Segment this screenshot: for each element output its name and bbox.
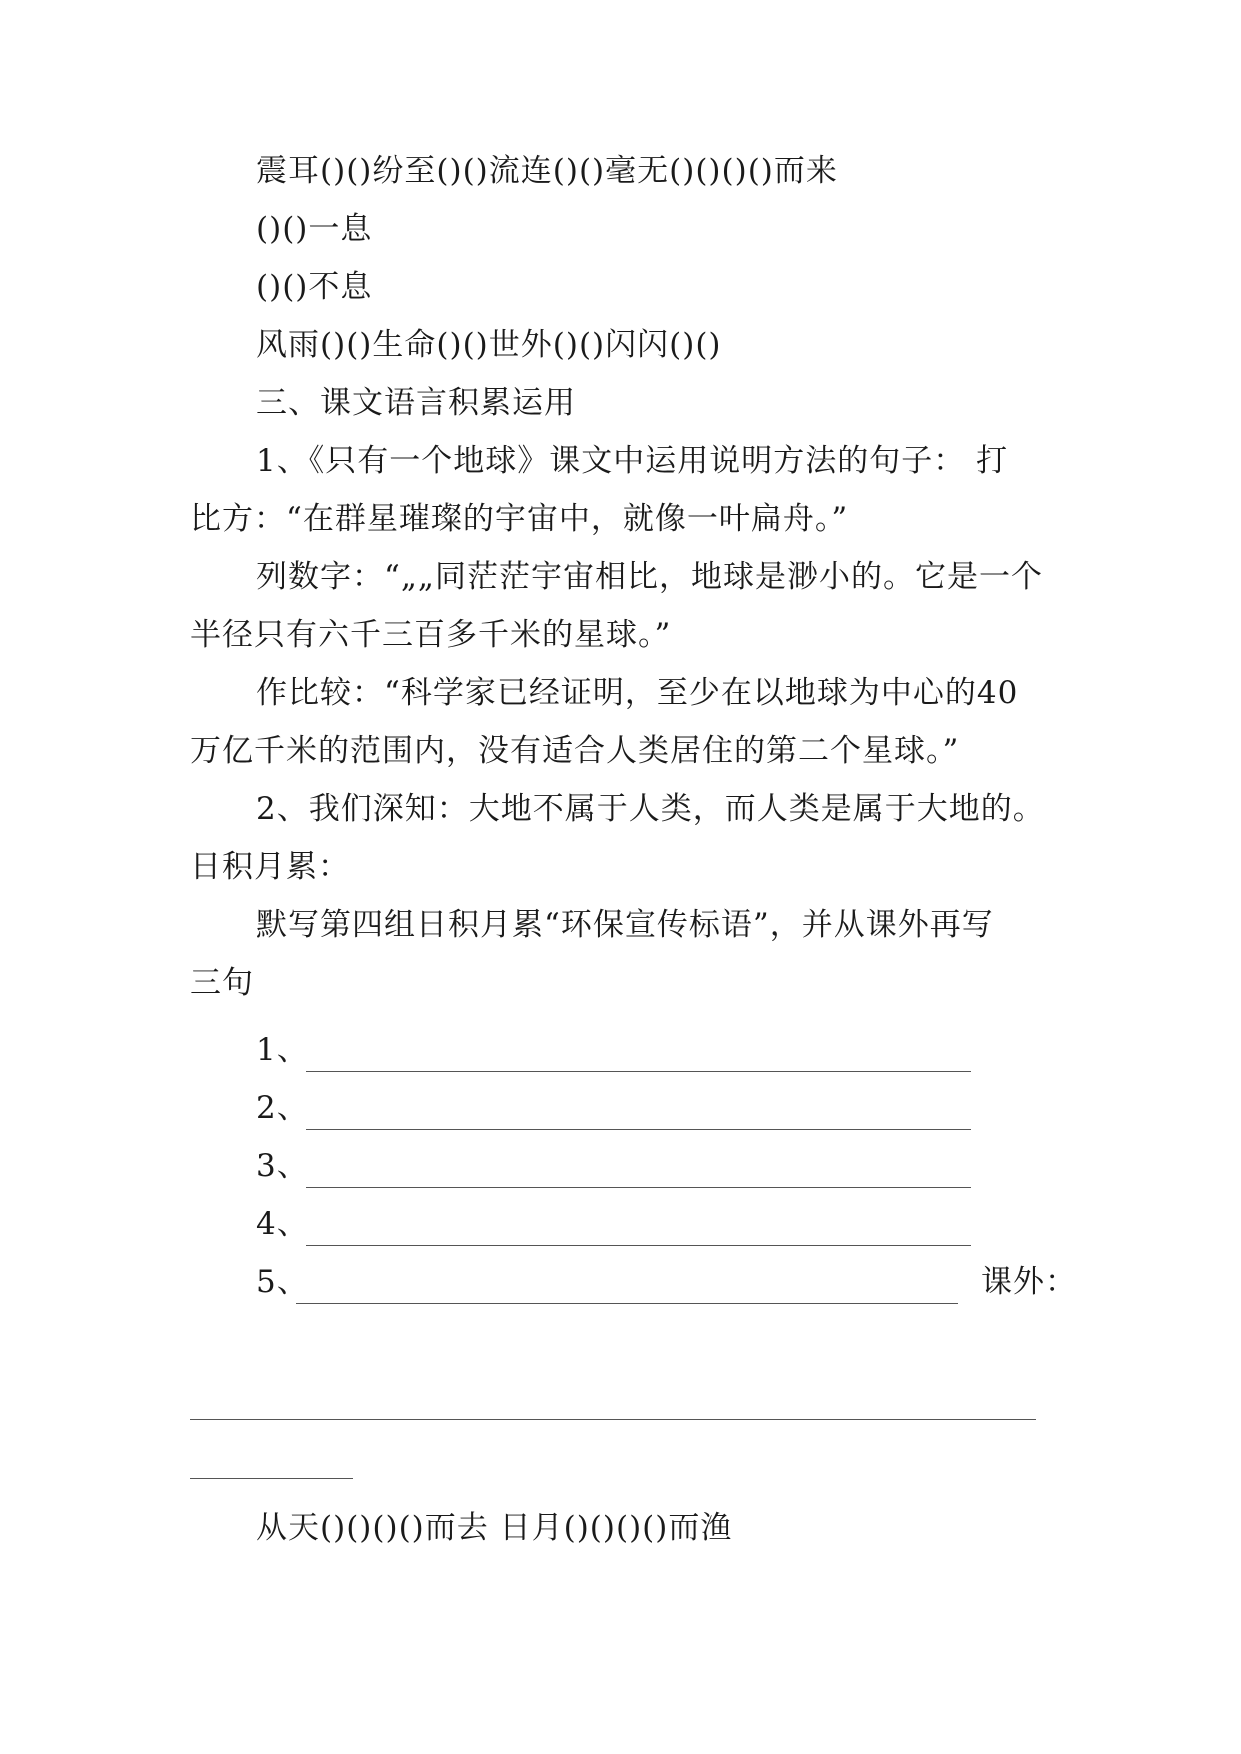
- answer-blank[interactable]: [306, 1071, 971, 1072]
- paragraph-line: 作比较：“科学家已经证明，至少在以地球为中心的40: [256, 675, 1019, 711]
- extra-label: 课外：: [981, 1264, 1077, 1300]
- idiom-fill-line-1: 震耳()()纷至()()流连()()毫无()()()()而来: [256, 153, 838, 189]
- answer-blank[interactable]: [306, 1129, 971, 1130]
- idiom-fill-line-3: ()()不息: [256, 269, 373, 305]
- blank-number: 2、: [256, 1090, 309, 1126]
- blank-number: 1、: [256, 1032, 309, 1068]
- blank-number: 5、: [256, 1264, 309, 1300]
- paragraph-line: 半径只有六千三百多千米的星球。”: [190, 617, 672, 653]
- answer-blank[interactable]: [306, 1187, 971, 1188]
- answer-blank[interactable]: [296, 1303, 958, 1304]
- answer-blank[interactable]: [306, 1245, 971, 1246]
- paragraph-line: 1、《只有一个地球》课文中运用说明方法的句子： 打: [256, 443, 1009, 479]
- paragraph-line: 万亿千米的范围内，没有适合人类居住的第二个星球。”: [190, 733, 960, 769]
- paragraph-line: 2、我们深知：大地不属于人类，而人类是属于大地的。: [256, 791, 1045, 827]
- blank-number: 3、: [256, 1148, 309, 1184]
- idiom-fill-line-final: 从天()()()()而去 日月()()()()而渔: [256, 1510, 733, 1546]
- subheading: 日积月累：: [190, 849, 350, 885]
- paragraph-line: 三句: [190, 965, 254, 1001]
- answer-blank-long[interactable]: [190, 1419, 1036, 1420]
- section-heading: 三、课文语言积累运用: [256, 385, 576, 421]
- paragraph-line: 默写第四组日积月累“环保宣传标语”，并从课外再写: [256, 907, 994, 943]
- blank-number: 4、: [256, 1206, 309, 1242]
- paragraph-line: 比方：“在群星璀璨的宇宙中，就像一叶扁舟。”: [190, 501, 849, 537]
- idiom-fill-line-2: ()()一息: [256, 211, 373, 247]
- idiom-fill-line-4: 风雨()()生命()()世外()()闪闪()(): [256, 327, 722, 363]
- answer-blank-short[interactable]: [190, 1478, 353, 1479]
- paragraph-line: 列数字：“„„同茫茫宇宙相比，地球是渺小的。它是一个: [256, 559, 1043, 595]
